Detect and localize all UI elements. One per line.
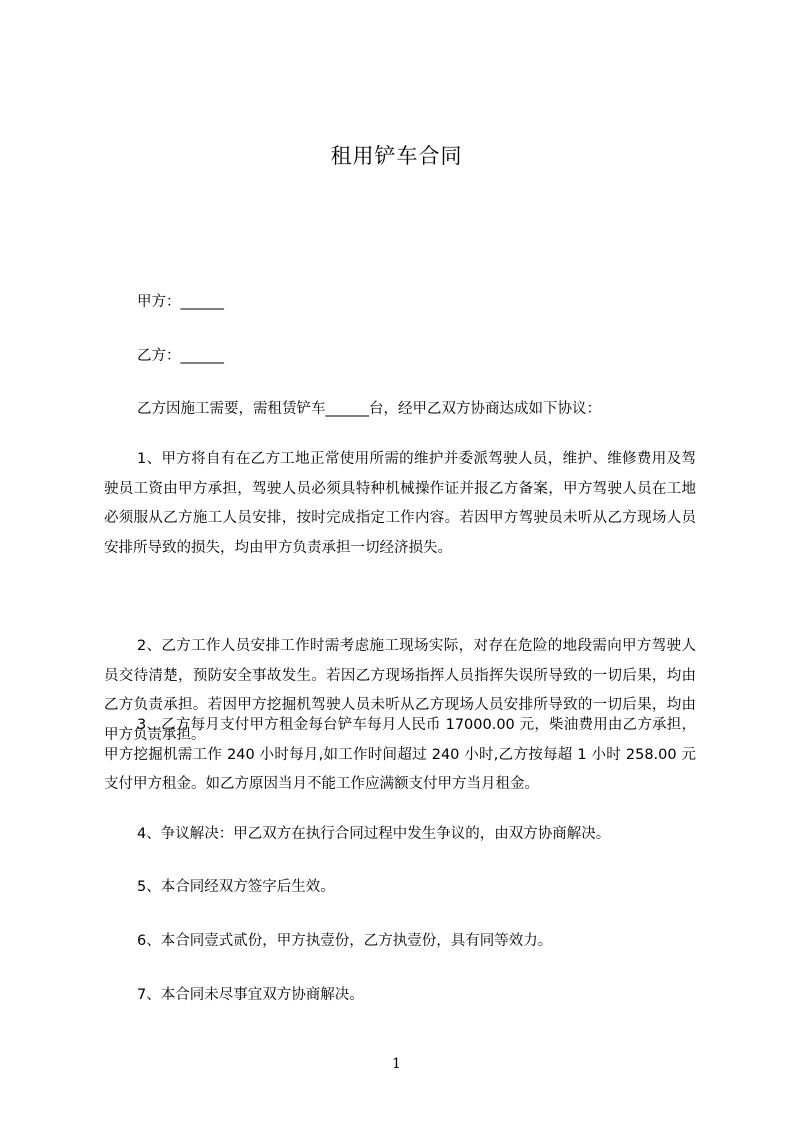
clause-5: 5、本合同经双方签字后生效。 bbox=[137, 879, 335, 895]
clause-4: 4、争议解决：甲乙双方在执行合同过程中发生争议的，由双方协商解决。 bbox=[137, 826, 611, 842]
intro-paragraph: 乙方因施工需要，需租赁铲车______台，经甲乙双方协商达成如下协议： bbox=[137, 401, 601, 417]
party-a-line: 甲方：______ bbox=[137, 294, 224, 310]
clause-3: 3、乙方每月支付甲方租金每台铲车每月人民币 17000.00 元，柴油费用由乙方承担，甲方挖掘机需工作 240 小时每月,如工作时间超过 240 小时,乙方按每超 1 小时 258.00 元支付甲方租金。如乙方原因当月不能工作应满额支付甲方当月租金。 bbox=[104, 717, 696, 792]
clause-2: 2、乙方工作人员安排工作时需考虑施工现场实际，对存在危险的地段需向甲方驾驶人员交待清楚，预防安全事故发生。若因乙方现场指挥人员指挥失误所导致的一切后果，均由乙方负责承担。若因甲方挖掘机驾驶人员未听从乙方现场人员安排所导致的一切后果，均由甲方负责承担。 bbox=[104, 638, 696, 743]
page-number: 1 bbox=[392, 1056, 401, 1072]
clause-7: 7、本合同未尽事宜双方协商解决。 bbox=[137, 987, 364, 1003]
document-title: 租用铲车合同 bbox=[330, 144, 463, 168]
clause-1: 1、甲方将自有在乙方工地正常使用所需的维护并委派驾驶人员，维护、维修费用及驾驶员工资由甲方承担，驾驶人员必须具特种机械操作证并报乙方备案，甲方驾驶人员在工地必须服从乙方施工人员安排，按时完成指定工作内容。若因甲方驾驶员未听从乙方现场人员安排所导致的损失，均由甲方负责承担一切经济损失。 bbox=[104, 451, 696, 556]
clause-6: 6、本合同壹式贰份，甲方执壹份，乙方执壹份，具有同等效力。 bbox=[137, 933, 553, 949]
party-b-line: 乙方：______ bbox=[137, 348, 224, 364]
